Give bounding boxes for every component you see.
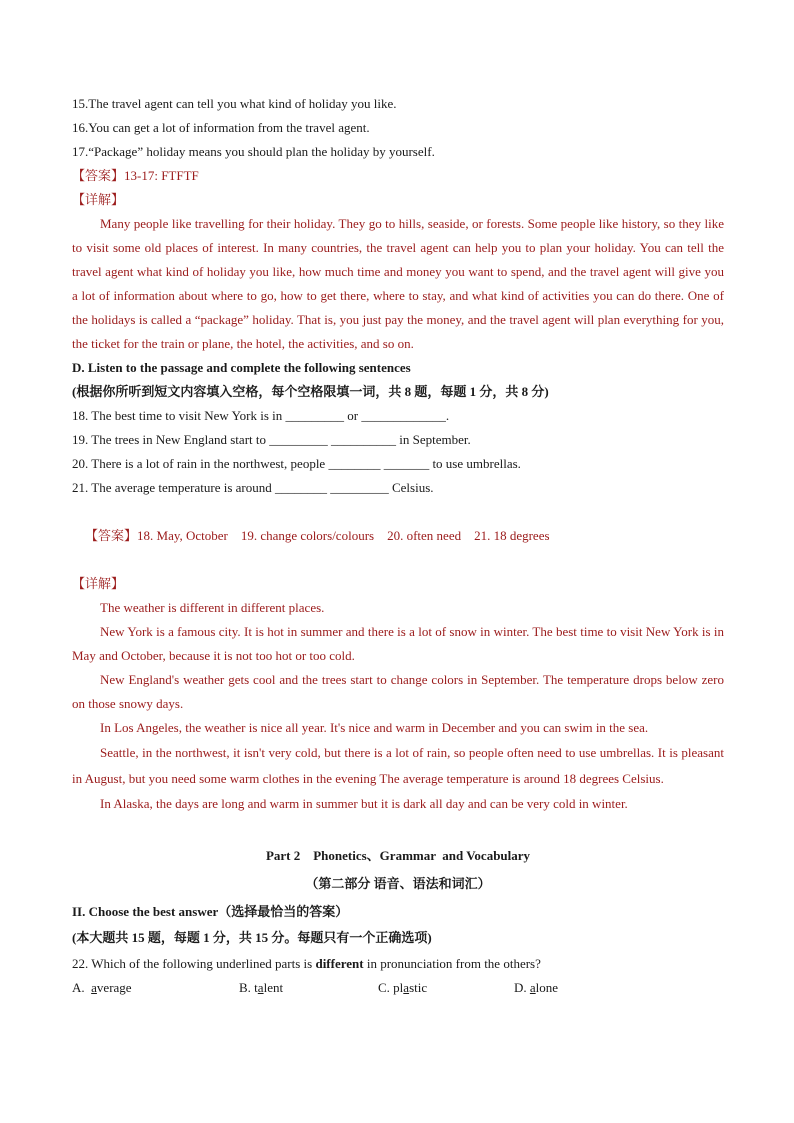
option-c[interactable] <box>378 976 514 1000</box>
option-a[interactable] <box>72 976 239 1000</box>
question-18: 18. The best time to visit New York is in _________ or _____________. <box>72 408 450 423</box>
detail-tag: 【详解】 <box>72 192 125 207</box>
detail-paragraph-d2: New York is a famous city. It is hot in summer and there is a lot of snow in winter. The best time to visit New York is in May and October, because it is not too hot or too cold. <box>72 624 724 663</box>
question-19: 19. The trees in New England start to _________ __________ in September. <box>72 432 471 447</box>
question-21: 21. The average temperature is around ________ _________ Celsius. <box>72 480 434 495</box>
answer-tag: 【答案】 <box>85 528 138 543</box>
option-underlined: a <box>403 980 410 995</box>
question-16: 16.You can get a lot of information from the travel agent. <box>72 120 370 135</box>
section-d-instruction: (根据你所听到短文内容填入空格，每个空格限填一词，共 8 题，每题 1 分，共 8 分) <box>72 384 549 399</box>
question-22-emphasis: different <box>315 956 364 971</box>
detail-paragraph-d6: In Alaska, the days are long and warm in summer but it is dark all day and can be very cold in winter. <box>100 796 628 811</box>
option-word-post: lone <box>535 980 559 995</box>
detail-paragraph-d1: The weather is different in different places. <box>100 600 325 615</box>
option-underlined: a <box>91 980 97 995</box>
answer-text: 18. May, October 19. change colors/colours 20. often need 21. 18 degrees <box>137 528 550 543</box>
answer-line-d <box>72 500 724 572</box>
detail-paragraph-c: Many people like travelling for their holiday. They go to hills, seaside, or forests. Some people like history, so they like to visit some old places of interest. In many countries, the travel agent can help you to plan your holiday. You can tell the travel agent what kind of holiday you like, how much time and money you want to spend, and the travel agent will give you a lot of information about where to go, how to get there, where to stay, and what kind of activities you can do there. One of the holidays is called a “package” holiday. That is, you just pay the money, and the travel agent will plan everything for you, the ticket for the train or plane, the hotel, the activities, and so on. <box>72 216 724 351</box>
section-ii-title: II. Choose the best answer（选择最恰当的答案） <box>72 904 349 919</box>
question-22-options <box>72 976 724 1000</box>
option-letter: A. <box>72 980 92 995</box>
option-word-post: verage <box>96 980 132 995</box>
section-ii-instruction: (本大题共 15 题，每题 1 分，共 15 分。每题只有一个正确选项) <box>72 930 432 945</box>
question-22 <box>72 952 724 976</box>
option-b[interactable] <box>239 976 378 1000</box>
part2-subtitle: （第二部分 语音、语法和词汇） <box>305 876 491 891</box>
option-letter: D. <box>514 980 530 995</box>
detail-paragraph-d3: New England's weather gets cool and the trees start to change colors in September. The temperature drops below zero on those snowy days. <box>72 672 724 711</box>
option-underlined: a <box>257 980 264 995</box>
option-underlined: a <box>529 980 536 995</box>
question-17: 17.“Package” holiday means you should plan the holiday by yourself. <box>72 144 435 159</box>
document-page <box>72 92 724 1000</box>
answer-tag: 【答案】 <box>72 168 125 183</box>
option-d[interactable] <box>514 976 558 1000</box>
detail-tag: 【详解】 <box>72 576 125 591</box>
question-22-prefix: 22. Which of the following underlined parts is <box>72 956 316 971</box>
option-word-pre: t <box>254 980 258 995</box>
option-letter: C. <box>378 980 394 995</box>
question-22-suffix: in pronunciation from the others? <box>363 956 541 971</box>
question-15: 15.The travel agent can tell you what kind of holiday you like. <box>72 96 397 111</box>
section-d-title: D. Listen to the passage and complete the following sentences <box>72 360 411 375</box>
answer-text: 13-17: FTFTF <box>124 168 199 183</box>
option-word-pre: pl <box>393 980 404 995</box>
part2-title: Part 2 Phonetics、Grammar and Vocabulary <box>265 848 531 863</box>
option-letter: B. <box>239 980 255 995</box>
option-word-post: stic <box>409 980 428 995</box>
answer-line-c <box>72 164 724 188</box>
detail-paragraph-d5: Seattle, in the northwest, it isn't very cold, but there is a lot of rain, so people often need to use umbrellas. It is pleasant in August, but you need some warm clothes in the evening The average temperature is around 18 degrees Celsius. <box>72 745 724 786</box>
detail-paragraph-d4: In Los Angeles, the weather is nice all year. It's nice and warm in December and you can swim in the sea. <box>100 720 649 735</box>
option-word-post: lent <box>263 980 284 995</box>
spacer <box>72 816 724 844</box>
question-20: 20. There is a lot of rain in the northwest, people ________ _______ to use umbrellas. <box>72 456 521 471</box>
